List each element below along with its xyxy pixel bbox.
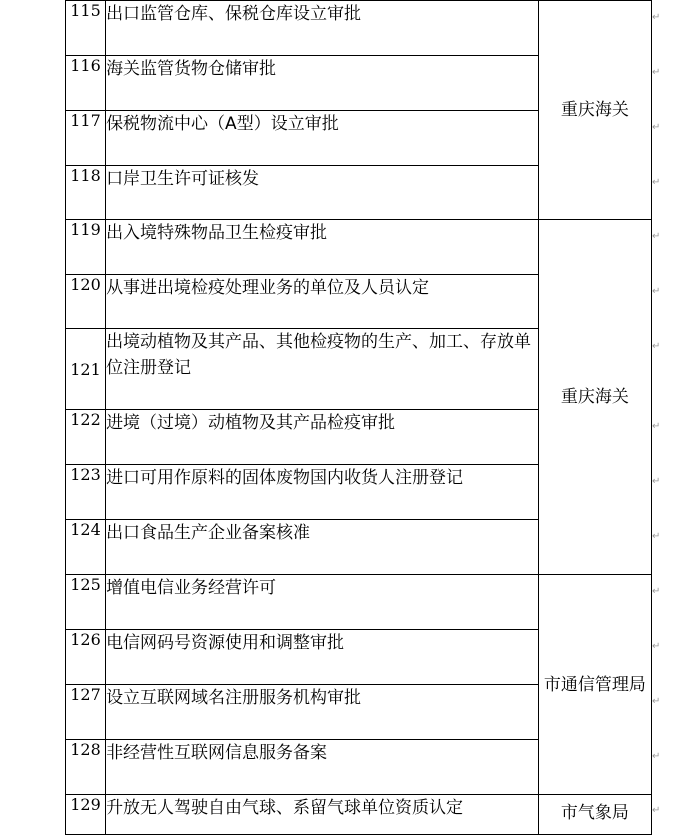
paragraph-mark-icon: ↵ [652, 177, 661, 188]
item-name: 出口监管仓库、保税仓库设立审批 [106, 1, 539, 56]
row-number: 129 [66, 795, 106, 835]
row-number: 116 [66, 56, 106, 111]
paragraph-mark-icon: ↵ [652, 341, 661, 352]
paragraph-marks [652, 0, 666, 836]
row-number: 126 [66, 630, 106, 685]
approval-items-table [65, 0, 652, 835]
paragraph-mark-icon: ↵ [652, 476, 661, 487]
row-number: 115 [66, 1, 106, 56]
item-name: 从事进出境检疫处理业务的单位及人员认定 [106, 275, 539, 329]
row-number: 128 [66, 740, 106, 795]
paragraph-mark-icon: ↵ [652, 286, 661, 297]
paragraph-mark-icon: ↵ [652, 805, 661, 816]
item-name: 保税物流中心（A型）设立审批 [106, 111, 539, 166]
row-number: 125 [66, 575, 106, 630]
department-cell: 市通信管理局 [538, 575, 651, 795]
paragraph-mark-icon: ↵ [652, 641, 661, 652]
row-number: 117 [66, 111, 106, 166]
department-cell: 重庆海关 [538, 1, 651, 220]
table-row [66, 575, 652, 630]
row-number: 124 [66, 520, 106, 575]
row-number: 119 [66, 220, 106, 275]
row-number: 122 [66, 410, 106, 465]
paragraph-mark-icon: ↵ [652, 531, 661, 542]
row-number: 127 [66, 685, 106, 740]
item-name: 海关监管货物仓储审批 [106, 56, 539, 111]
item-name: 进口可用作原料的固体废物国内收货人注册登记 [106, 465, 539, 520]
item-name: 电信网码号资源使用和调整审批 [106, 630, 539, 685]
item-name: 口岸卫生许可证核发 [106, 166, 539, 220]
item-name: 非经营性互联网信息服务备案 [106, 740, 539, 795]
row-number: 118 [66, 166, 106, 220]
item-name: 出入境特殊物品卫生检疫审批 [106, 220, 539, 275]
paragraph-mark-icon: ↵ [652, 421, 661, 432]
item-name: 出境动植物及其产品、其他检疫物的生产、加工、存放单位注册登记 [106, 329, 539, 410]
table-row [66, 1, 652, 56]
row-number: 120 [66, 275, 106, 329]
item-name: 升放无人驾驶自由气球、系留气球单位资质认定 [106, 795, 539, 835]
department-cell: 重庆海关 [538, 220, 651, 575]
paragraph-mark-icon: ↵ [652, 586, 661, 597]
item-name: 进境（过境）动植物及其产品检疫审批 [106, 410, 539, 465]
table-row [66, 795, 652, 835]
paragraph-mark-icon: ↵ [652, 122, 661, 133]
item-name: 设立互联网域名注册服务机构审批 [106, 685, 539, 740]
paragraph-mark-icon: ↵ [652, 696, 661, 707]
paragraph-mark-icon: ↵ [652, 67, 661, 78]
item-name: 出口食品生产企业备案核准 [106, 520, 539, 575]
row-number: 123 [66, 465, 106, 520]
item-name: 增值电信业务经营许可 [106, 575, 539, 630]
row-number: 121 [66, 329, 106, 410]
table-row [66, 220, 652, 275]
paragraph-mark-icon: ↵ [652, 12, 661, 23]
department-cell: 市气象局 [538, 795, 651, 835]
paragraph-mark-icon: ↵ [652, 231, 661, 242]
paragraph-mark-icon: ↵ [652, 751, 661, 762]
